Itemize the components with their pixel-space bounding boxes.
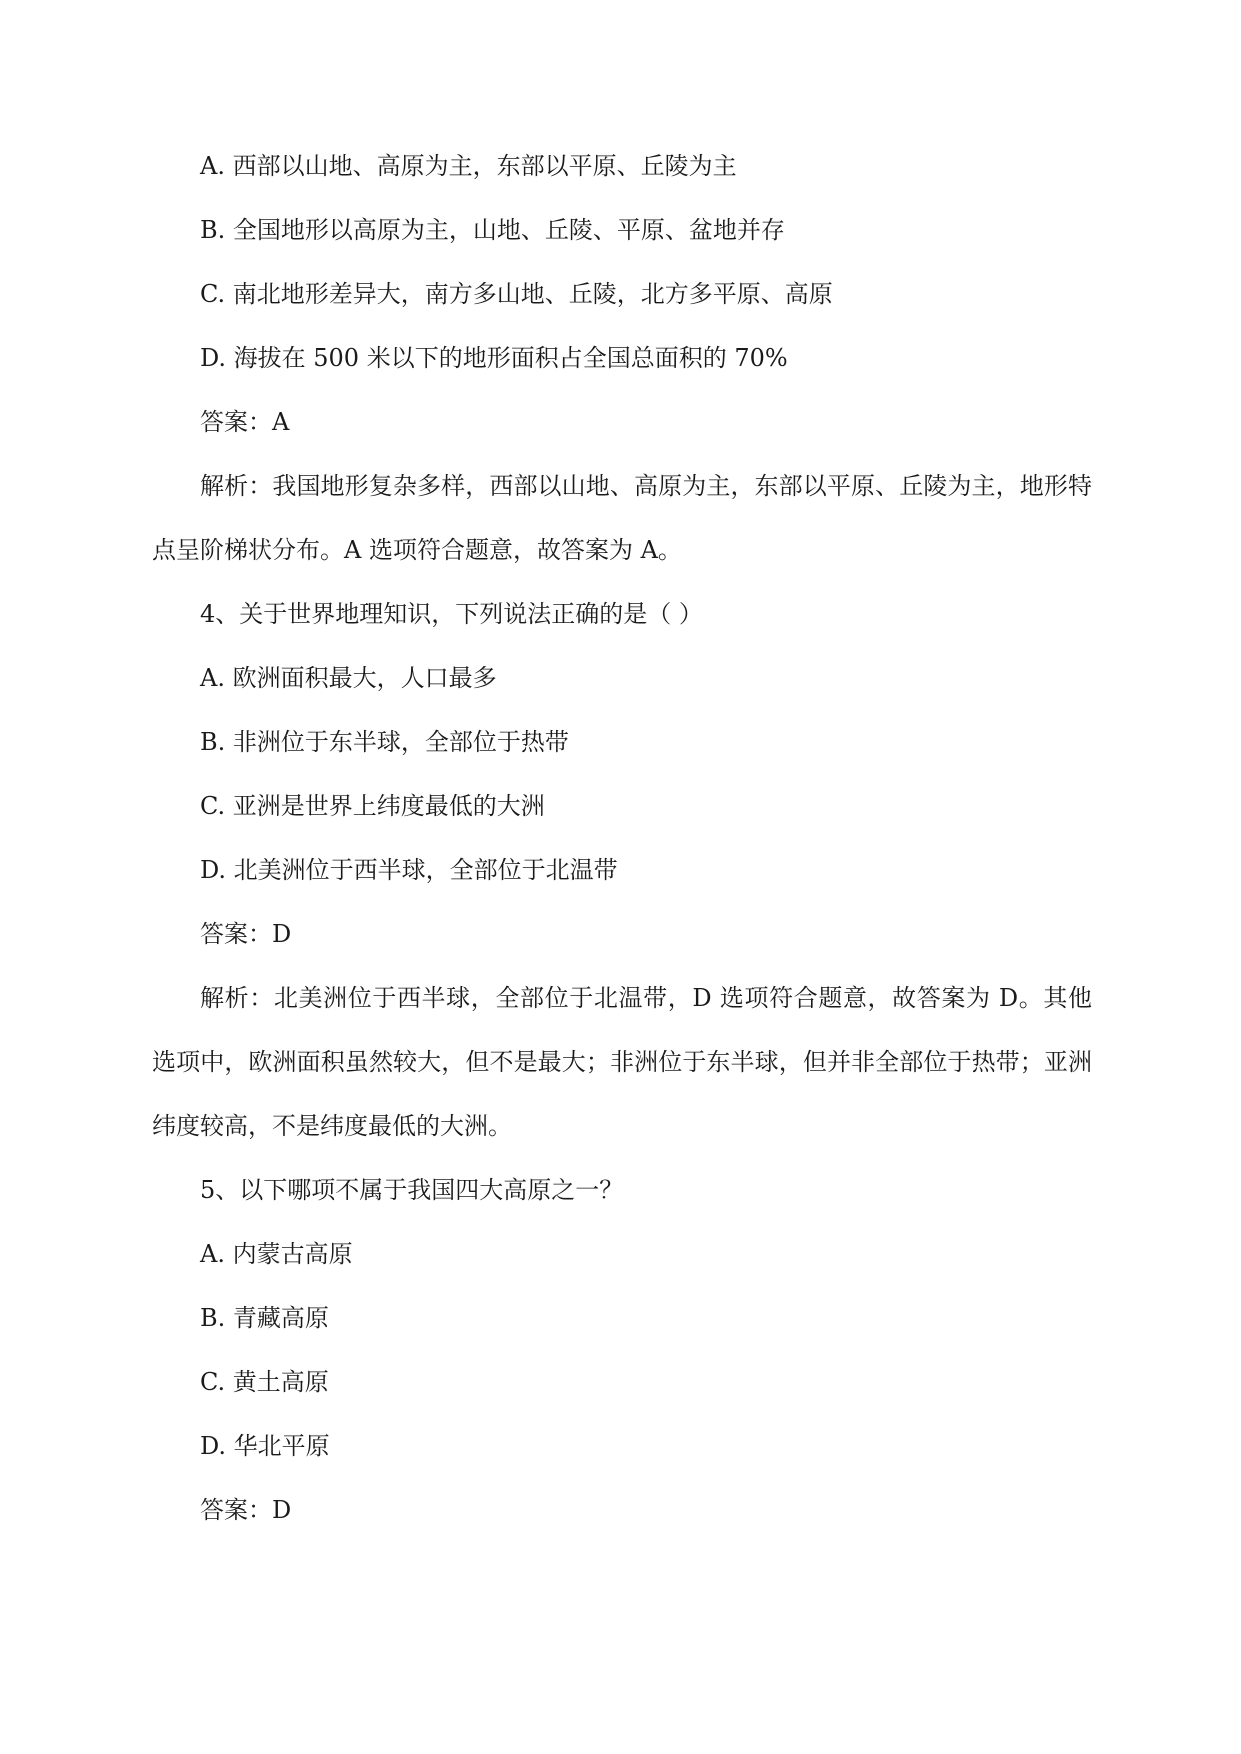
q3-option-d: D. 海拔在 500 米以下的地形面积占全国总面积的 70%	[200, 344, 788, 372]
q3-answer: 答案：A	[200, 408, 290, 436]
q3-option-a: A. 西部以山地、高原为主，东部以平原、丘陵为主	[200, 152, 737, 180]
q4-option-c: C. 亚洲是世界上纬度最低的大洲	[200, 792, 545, 820]
q5-option-d: D. 华北平原	[200, 1432, 330, 1460]
q3-analysis: 解析：我国地形复杂多样，西部以山地、高原为主，东部以平原、丘陵为主，地形特点呈阶梯状分布。A 选项符合题意，故答案为 A。	[152, 472, 1092, 564]
q4-option-a: A. 欧洲面积最大，人口最多	[200, 664, 497, 692]
q4-answer: 答案：D	[200, 920, 292, 948]
q5-question: 5、以下哪项不属于我国四大高原之一？	[200, 1176, 624, 1204]
q4-option-d: D. 北美洲位于西半球，全部位于北温带	[200, 856, 618, 884]
q5-answer: 答案：D	[200, 1496, 292, 1524]
q3-option-b: B. 全国地形以高原为主，山地、丘陵、平原、盆地并存	[200, 216, 785, 244]
q5-option-c: C. 黄土高原	[200, 1368, 329, 1396]
q4-analysis: 解析：北美洲位于西半球，全部位于北温带，D 选项符合题意，故答案为 D。其他选项中，欧洲面积虽然较大，但不是最大；非洲位于东半球，但并非全部位于热带；亚洲纬度较高，不是纬度最低的大洲。	[152, 984, 1092, 1140]
q5-option-b: B. 青藏高原	[200, 1304, 329, 1332]
q4-option-b: B. 非洲位于东半球，全部位于热带	[200, 728, 569, 756]
q4-question: 4、关于世界地理知识，下列说法正确的是（ ）	[200, 600, 703, 628]
q3-option-c: C. 南北地形差异大，南方多山地、丘陵，北方多平原、高原	[200, 280, 833, 308]
q5-option-a: A. 内蒙古高原	[200, 1240, 353, 1268]
